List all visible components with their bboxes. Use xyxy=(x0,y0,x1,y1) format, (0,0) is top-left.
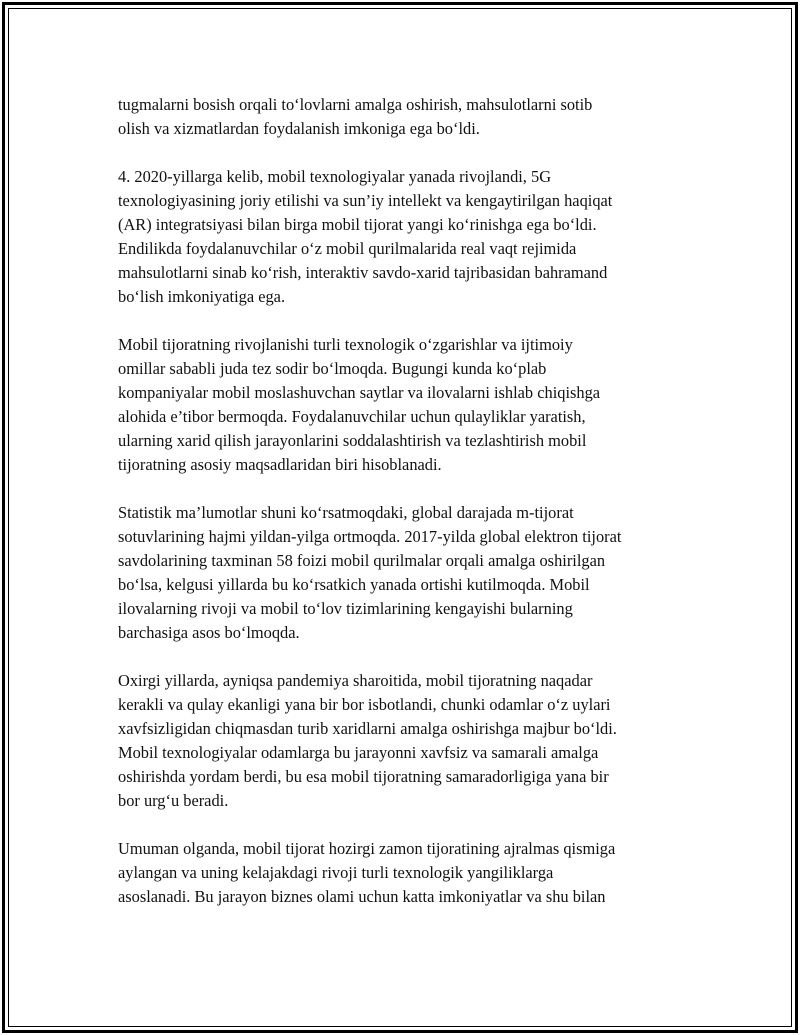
text-line: sotuvlarining hajmi yildan-yilga ortmoqda. 2017-yilda global elektron tijorat xyxy=(118,527,622,546)
text-line: ilovalarning rivoji va mobil to‘lov tizimlarining kengayishi bularning xyxy=(118,599,573,618)
text-line: texnologiyasining joriy etilishi va sun’iy intellekt va kengaytirilgan haqiqat xyxy=(118,191,613,210)
text-line: bo‘lish imkoniyatiga ega. xyxy=(118,287,286,306)
text-line: Endilikda foydalanuvchilar o‘z mobil qurilmalarida real vaqt rejimida xyxy=(118,239,577,258)
text-line: Umuman olganda, mobil tijorat hozirgi zamon tijoratining ajralmas qismiga xyxy=(118,839,616,858)
text-line: tijoratning asosiy maqsadlaridan biri hisoblanadi. xyxy=(118,455,442,474)
text-line: barchasiga asos bo‘lmoqda. xyxy=(118,623,300,642)
text-line: Mobil tijoratning rivojlanishi turli texnologik o‘zgarishlar va ijtimoiy xyxy=(118,335,573,354)
text-line: 4. 2020-yillarga kelib, mobil texnologiyalar yanada rivojlandi, 5G xyxy=(118,167,552,186)
paragraph-5 xyxy=(118,669,698,813)
text-line: aylangan va uning kelajakdagi rivoji turli texnologik yangiliklarga xyxy=(118,863,554,882)
text-line: alohida e’tibor bermoqda. Foydalanuvchilar uchun qulayliklar yaratish, xyxy=(118,407,586,426)
text-line: xavfsizligidan chiqmasdan turib xaridlarni amalga oshirishga majbur bo‘ldi. xyxy=(118,719,617,738)
text-line: mahsulotlarni sinab ko‘rish, interaktiv savdo-xarid tajribasidan bahramand xyxy=(118,263,608,282)
text-line: Statistik ma’lumotlar shuni ko‘rsatmoqdaki, global darajada m-tijorat xyxy=(118,503,574,522)
text-line: Oxirgi yillarda, ayniqsa pandemiya sharoitida, mobil tijoratning naqadar xyxy=(118,671,593,690)
text-line: olish va xizmatlardan foydalanish imkoniga ega bo‘ldi. xyxy=(118,119,480,138)
text-line: oshirishda yordam berdi, bu esa mobil tijoratning samaradorligiga yana bir xyxy=(118,767,609,786)
paragraph-4 xyxy=(118,501,698,645)
text-line: bor urg‘u beradi. xyxy=(118,791,229,810)
paragraph-1 xyxy=(118,93,698,141)
paragraph-3 xyxy=(118,333,698,477)
text-line: Mobil texnologiyalar odamlarga bu jarayonni xavfsiz va samarali amalga xyxy=(118,743,599,762)
text-line: kompaniyalar mobil moslashuvchan saytlar va ilovalarni ishlab chiqishga xyxy=(118,383,601,402)
text-line: omillar sababli juda tez sodir bo‘lmoqda. Bugungi kunda ko‘plab xyxy=(118,359,547,378)
text-line: bo‘lsa, kelgusi yillarda bu ko‘rsatkich yanada ortishi kutilmoqda. Mobil xyxy=(118,575,590,594)
text-line: (AR) integratsiyasi bilan birga mobil tijorat yangi ko‘rinishga ega bo‘ldi. xyxy=(118,215,597,234)
text-line: asoslanadi. Bu jarayon biznes olami uchun katta imkoniyatlar va shu bilan xyxy=(118,887,606,906)
text-line: ularning xarid qilish jarayonlarini soddalashtirish va tezlashtirish mobil xyxy=(118,431,587,450)
paragraph-6 xyxy=(118,837,698,909)
text-line: savdolarining taxminan 58 foizi mobil qurilmalar orqali amalga oshirilgan xyxy=(118,551,606,570)
document-body xyxy=(118,93,698,933)
paragraph-2 xyxy=(118,165,698,309)
text-line: kerakli va qulay ekanligi yana bir bor isbotlandi, chunki odamlar o‘z uylari xyxy=(118,695,611,714)
text-line: tugmalarni bosish orqali to‘lovlarni amalga oshirish, mahsulotlarni sotib xyxy=(118,95,593,114)
